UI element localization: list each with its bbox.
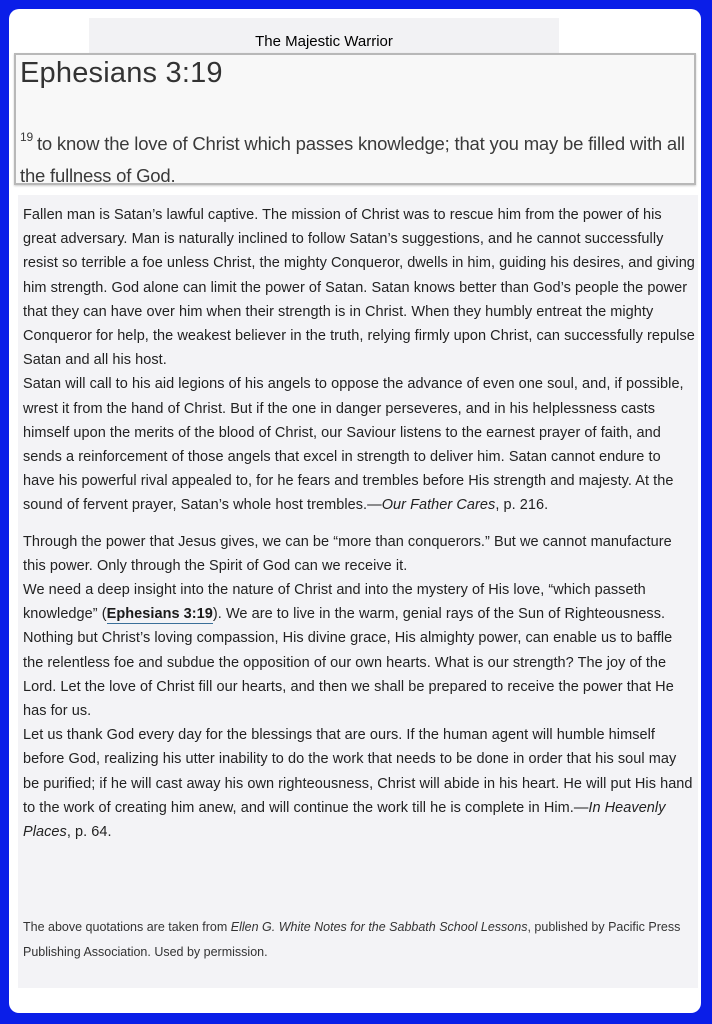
paragraph-4: [23, 578, 695, 723]
source-page-64: , p. 64.: [66, 824, 112, 841]
paragraph-2-text: Satan will call to his aid legions of his angels to oppose the advance of even one soul, and, if possible, wrest it from the hand of Christ. But if the one in danger perseveres, and in his helplessness casts himself upon the merits of the blood of Christ, our Saviour listens to the earnest prayer of faith, and sends a reinforcement of those angels that excel in strength to deliver him. Satan cannot endure to have his powerful rival appealed to, for he fears and trembles before His strength and majesty. At the sound of fervent prayer, Satan’s whole host trembles.—: [23, 376, 684, 514]
paragraph-5: [23, 723, 695, 844]
article-body: [23, 203, 695, 844]
source-title-our-father-cares: Our Father Cares: [381, 497, 496, 514]
paragraph-1: Fallen man is Satan’s lawful captive. The mission of Christ was to rescue him from the power of his great adversary. Man is naturally inclined to follow Satan’s suggestions, and he cannot successfully resist so terrible a foe unless Christ, the mighty Conqueror, dwells in him, guiding his desires, and giving him strength. God alone can limit the power of Satan. Satan knows better than God’s people the power that they can have over him when their strength is in Christ. When they humbly entreat the mighty Conqueror for help, the weakest believer in the truth, relying firmly upon Christ, can successfully repulse Satan and all his host.: [23, 207, 695, 369]
verse-number: 19: [20, 130, 33, 144]
scripture-reference-link[interactable]: Ephesians 3:19: [106, 606, 213, 623]
verse-text: to know the love of Christ which passes knowledge; that you may be filled with all the fullness of God.: [20, 133, 685, 186]
attribution-note: [23, 915, 695, 965]
paragraph-4-text-after: ). We are to live in the warm, genial rays of the Sun of Righteousness. Nothing but Christ’s loving compassion, His divine grace, His almighty power, can enable us to baffle the relentless foe and subdue the opposition of our own hearts. What is our strength? The joy of the Lord. Let the love of Christ fill our hearts, and then we shall be prepared to receive the power that He has for us.: [23, 606, 674, 720]
paragraph-2: [23, 372, 695, 517]
paragraph-5-text: Let us thank God every day for the blessings that are ours. If the human agent will humble himself before God, realizing his utter inability to do the work that needs to be done in order that his soul may be purified; if he will cast away his own righteousness, Christ will abide in his heart. He will put His hand to the work of creating him anew, and will continue the work till he is complete in Him.—: [23, 727, 693, 816]
attribution-before: The above quotations are taken from: [23, 920, 231, 934]
article-content: [18, 195, 698, 988]
paragraph-3: Through the power that Jesus gives, we can be “more than conquerors.” But we cannot manufacture this power. Only through the Spirit of God can we receive it.: [23, 533, 672, 574]
paragraph-gap: [23, 518, 695, 530]
attribution-source: Ellen G. White Notes for the Sabbath School Lessons: [230, 920, 528, 934]
source-title-in-heavenly-places: In Heavenly Places: [23, 799, 666, 841]
paragraph-4-text-before: We need a deep insight into the nature of Christ and into the mystery of His love, “which passeth knowledge” (: [23, 582, 646, 623]
verse-text-block: [20, 121, 694, 192]
attribution-after: , published by Pacific Press Publishing Association. Used by permission.: [23, 920, 681, 959]
verse-reference: Ephesians 3:19: [20, 57, 223, 89]
verse-card: [14, 53, 696, 185]
page-title: The Majestic Warrior: [89, 18, 559, 54]
source-page-216: , p. 216.: [495, 497, 549, 514]
